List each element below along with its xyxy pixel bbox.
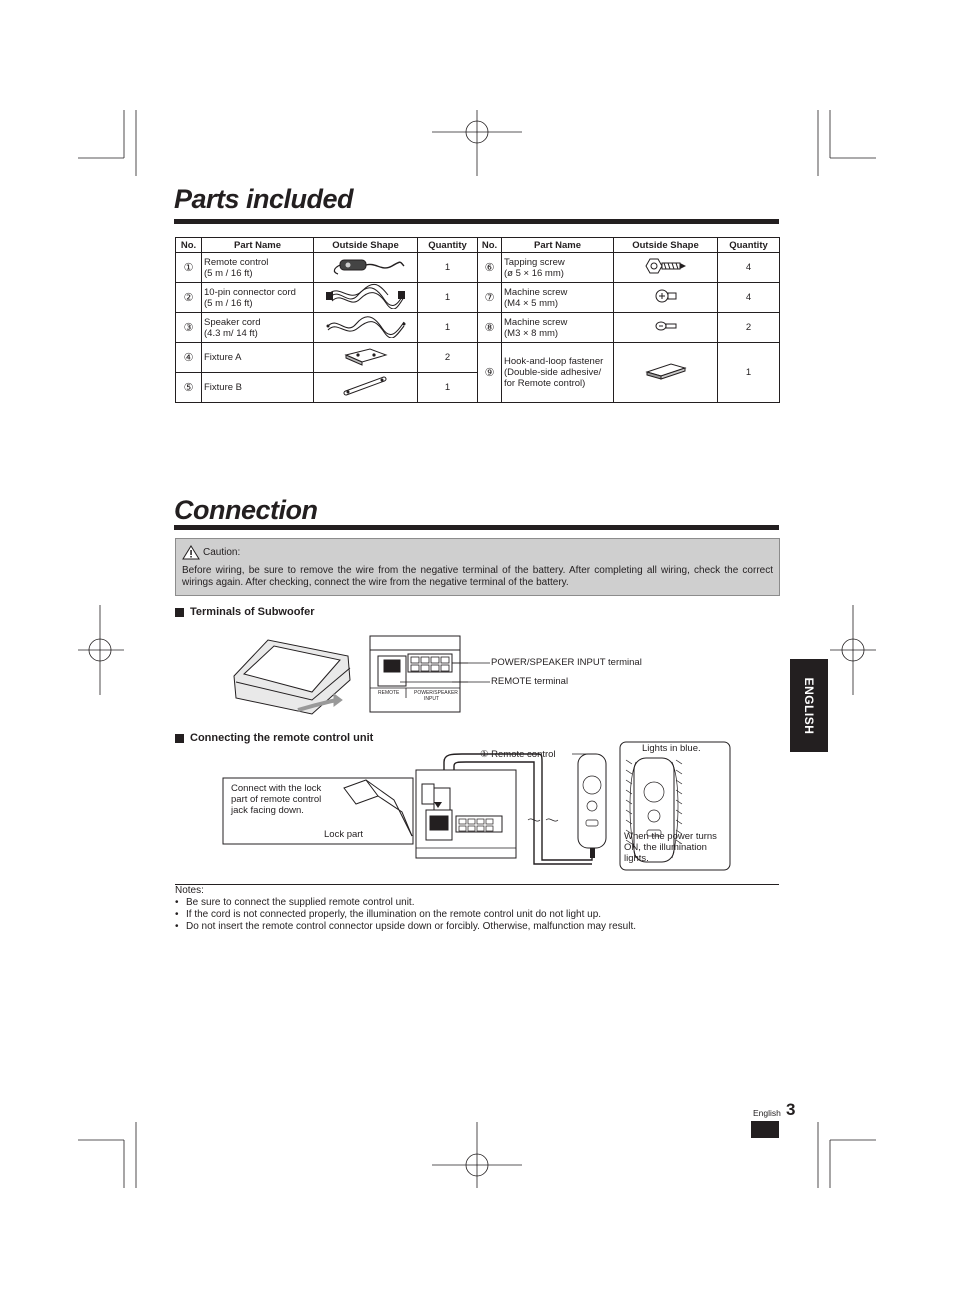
language-tab bbox=[790, 659, 828, 752]
connection-section-title: Connection bbox=[174, 495, 318, 525]
part-name bbox=[502, 253, 614, 283]
part-quantity: 4 bbox=[718, 253, 780, 283]
remote-control-label: ① Remote control bbox=[480, 749, 556, 760]
part-quantity: 1 bbox=[418, 253, 478, 283]
caution-header bbox=[182, 545, 240, 560]
leader-lines bbox=[452, 660, 492, 690]
panel-remote-text: REMOTE bbox=[378, 690, 400, 696]
remote-heading-text: Connecting the remote control unit bbox=[190, 732, 374, 744]
notes-list bbox=[175, 897, 636, 933]
fixture-a-icon bbox=[336, 345, 396, 367]
header-outside-shape: Outside Shape bbox=[314, 238, 418, 253]
part-name bbox=[202, 283, 314, 313]
connection-title-rule bbox=[174, 525, 779, 530]
part-name-line: Machine screw bbox=[504, 286, 568, 298]
part-name-line: (5 m / 16 ft) bbox=[204, 267, 253, 279]
part-name-line: Remote control bbox=[204, 256, 269, 268]
header-part-name: Part Name bbox=[202, 238, 314, 253]
part-name: Fixture B bbox=[202, 373, 314, 403]
speaker-cord-icon bbox=[324, 314, 408, 338]
part-name-line: Tapping screw bbox=[504, 256, 565, 268]
connector-cord-icon bbox=[324, 283, 408, 309]
page-number: 3 bbox=[786, 1100, 796, 1119]
table-row bbox=[176, 283, 780, 313]
warning-icon bbox=[182, 545, 200, 560]
table-row bbox=[176, 343, 780, 373]
remote-terminal-label: REMOTE terminal bbox=[491, 676, 569, 687]
part-name bbox=[502, 343, 614, 403]
lock-note-line: part of remote control bbox=[231, 794, 322, 805]
part-name-line: Hook-and-loop fastener bbox=[504, 356, 604, 367]
list-item: • Do not insert the remote control connector upside down or forcibly. Otherwise, malfunction may result. bbox=[175, 921, 636, 933]
part-name-line: (ø 5 × 16 mm) bbox=[504, 267, 564, 279]
caution-label: Caution: bbox=[203, 546, 241, 558]
part-name bbox=[502, 313, 614, 343]
outside-shape bbox=[614, 343, 718, 403]
part-quantity: 1 bbox=[418, 283, 478, 313]
power-note-line: When the power turns bbox=[624, 831, 717, 842]
part-number: ⑧ bbox=[478, 313, 502, 343]
outside-shape bbox=[614, 253, 718, 283]
fixture-b-icon bbox=[336, 373, 396, 399]
part-name-line: (Double-side adhesive/ bbox=[504, 367, 602, 378]
lock-note-line: Connect with the lock bbox=[231, 783, 322, 794]
list-item: • Be sure to connect the supplied remote control unit. bbox=[175, 897, 636, 909]
square-bullet-icon bbox=[175, 608, 184, 617]
part-number: ⑦ bbox=[478, 283, 502, 313]
lock-part-label: Lock part bbox=[324, 829, 364, 840]
part-number: ③ bbox=[176, 313, 202, 343]
outside-shape bbox=[314, 253, 418, 283]
terminals-heading bbox=[175, 606, 314, 618]
tapping-screw-icon bbox=[636, 255, 696, 277]
outside-shape bbox=[314, 313, 418, 343]
remote-control-icon bbox=[326, 254, 406, 278]
part-number: ② bbox=[176, 283, 202, 313]
parts-table bbox=[175, 237, 780, 403]
outside-shape bbox=[614, 283, 718, 313]
part-name-line: 10-pin connector cord bbox=[204, 286, 296, 298]
outside-shape bbox=[314, 373, 418, 403]
header-no: No. bbox=[478, 238, 502, 253]
part-number: ⑤ bbox=[176, 373, 202, 403]
part-quantity: 1 bbox=[718, 343, 780, 403]
footer-marker-box bbox=[751, 1121, 779, 1138]
part-name-line: Machine screw bbox=[504, 316, 568, 328]
part-name-line: (5 m / 16 ft) bbox=[204, 297, 253, 309]
part-name bbox=[202, 253, 314, 283]
lights-blue-label: Lights in blue. bbox=[642, 743, 701, 754]
panel-power-text: INPUT bbox=[424, 696, 439, 702]
part-name-line: (4.3 m/ 14 ft) bbox=[204, 327, 258, 339]
outside-shape bbox=[314, 343, 418, 373]
part-quantity: 2 bbox=[718, 313, 780, 343]
machine-screw-m3-icon bbox=[651, 316, 681, 336]
part-quantity: 1 bbox=[418, 373, 478, 403]
part-quantity: 1 bbox=[418, 313, 478, 343]
header-quantity: Quantity bbox=[718, 238, 780, 253]
parts-title-rule bbox=[174, 219, 779, 224]
part-quantity: 2 bbox=[418, 343, 478, 373]
square-bullet-icon bbox=[175, 734, 184, 743]
part-name-line: Speaker cord bbox=[204, 316, 261, 328]
notes-section bbox=[175, 885, 636, 933]
part-number: ① bbox=[176, 253, 202, 283]
caution-box bbox=[175, 538, 780, 596]
header-outside-shape: Outside Shape bbox=[614, 238, 718, 253]
header-part-name: Part Name bbox=[502, 238, 614, 253]
power-illumination-note bbox=[624, 831, 717, 864]
caution-text: Before wiring, be sure to remove the wire from the negative terminal of the battery. After completing all wiring, check the correct wirings again. After checking, connect the wire from the negative terminal of the battery. bbox=[182, 565, 773, 588]
footer-language: English bbox=[753, 1108, 781, 1118]
lock-instruction-note bbox=[231, 783, 321, 816]
part-name-line: for Remote control) bbox=[504, 378, 586, 389]
machine-screw-m4-icon bbox=[651, 286, 681, 306]
parts-table-header bbox=[176, 238, 780, 253]
terminals-heading-text: Terminals of Subwoofer bbox=[190, 606, 315, 618]
part-name bbox=[502, 283, 614, 313]
header-no: No. bbox=[176, 238, 202, 253]
panel-power-text: POWER/SPEAKER bbox=[414, 690, 458, 696]
part-quantity: 4 bbox=[718, 283, 780, 313]
lock-note-line: jack facing down. bbox=[231, 805, 304, 816]
list-item: • If the cord is not connected properly, the illumination on the remote control unit do not light up. bbox=[175, 909, 636, 921]
subwoofer-terminals-diagram bbox=[228, 630, 468, 716]
part-name: Fixture A bbox=[202, 343, 314, 373]
fastener-pad-icon bbox=[641, 360, 691, 382]
power-note-line: lights. bbox=[624, 853, 649, 864]
header-quantity: Quantity bbox=[418, 238, 478, 253]
part-number: ⑨ bbox=[478, 343, 502, 403]
table-row bbox=[176, 253, 780, 283]
notes-heading: Notes: bbox=[175, 885, 204, 896]
outside-shape bbox=[314, 283, 418, 313]
part-name-line: (M3 × 8 mm) bbox=[504, 327, 559, 339]
part-number: ④ bbox=[176, 343, 202, 373]
part-number: ⑥ bbox=[478, 253, 502, 283]
part-name bbox=[202, 313, 314, 343]
power-speaker-terminal-label: POWER/SPEAKER INPUT terminal bbox=[491, 657, 642, 668]
table-row bbox=[176, 313, 780, 343]
part-name-line: (M4 × 5 mm) bbox=[504, 297, 559, 309]
language-tab-label: ENGLISH bbox=[802, 677, 816, 734]
parts-section-title: Parts included bbox=[174, 184, 354, 214]
outside-shape bbox=[614, 313, 718, 343]
power-note-line: ON, the illumination bbox=[624, 842, 707, 853]
